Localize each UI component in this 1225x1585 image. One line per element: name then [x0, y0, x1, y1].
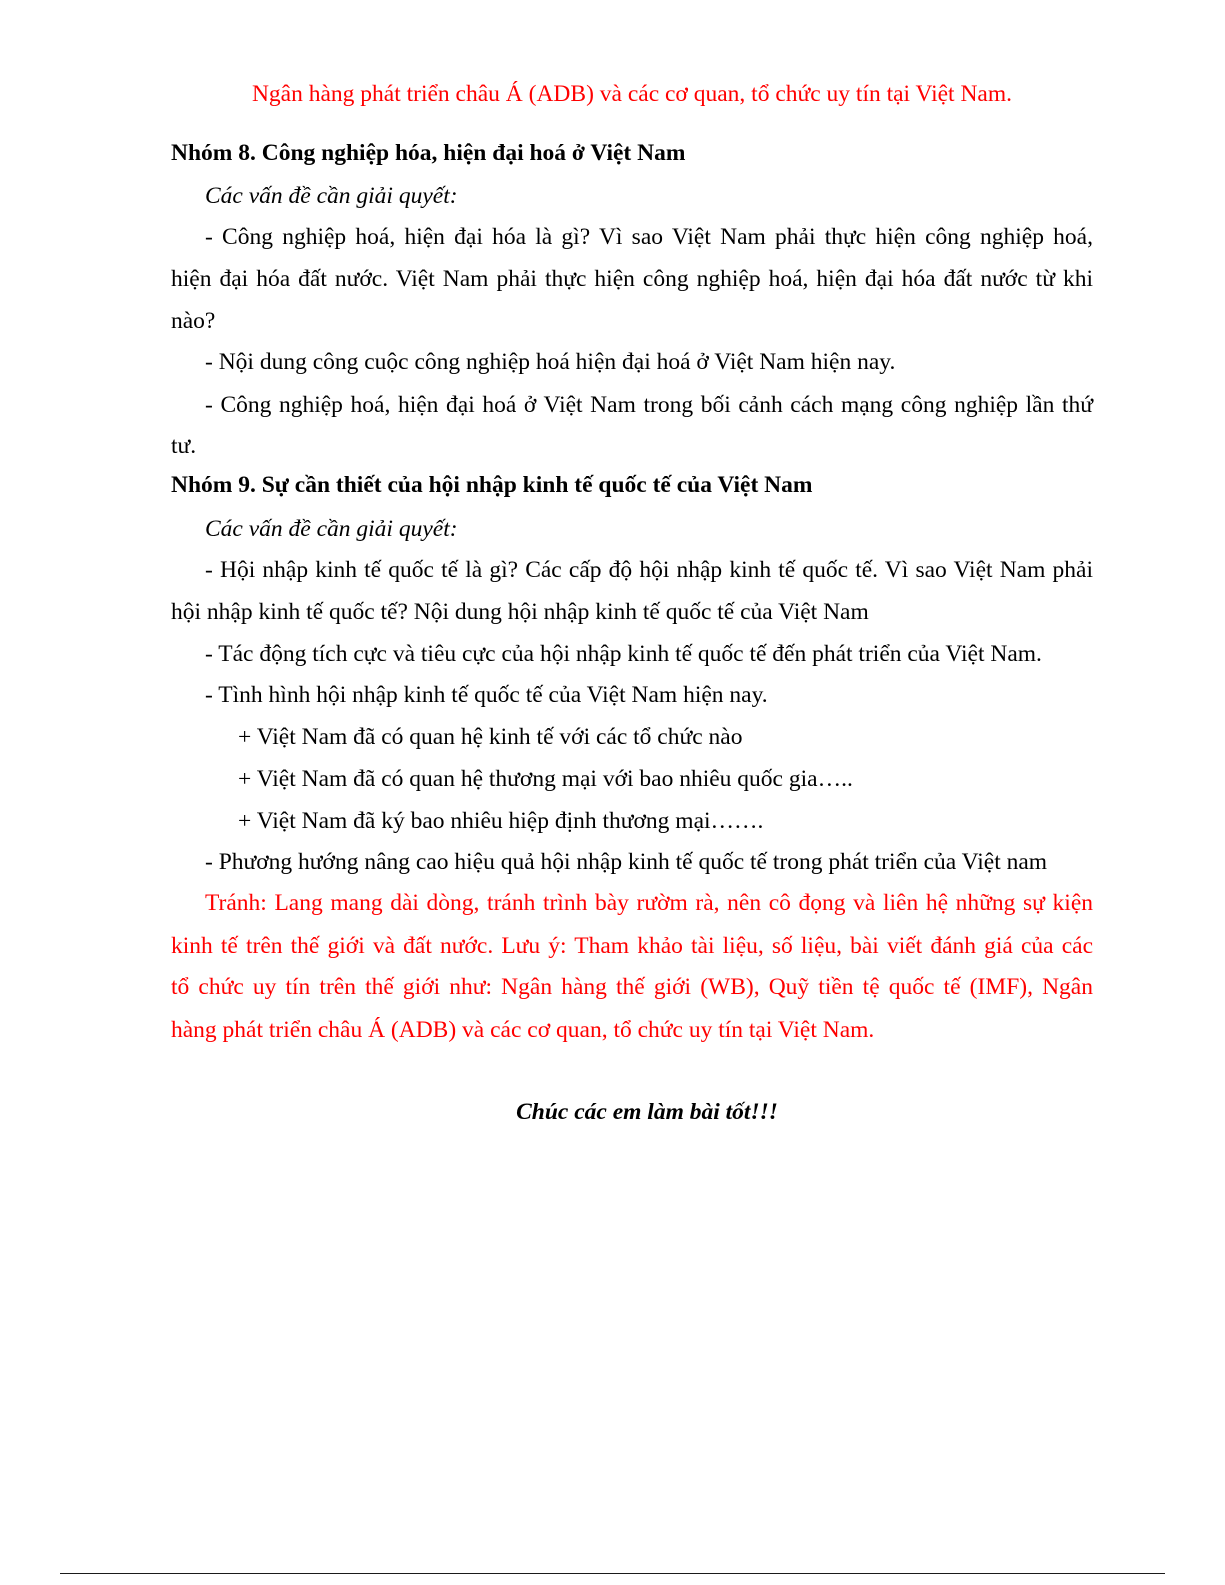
- group8-item1-line1: - Công nghiệp hoá, hiện đại hóa là gì? Vì sao Việt Nam phải thực hiện công nghiệp hoá,: [205, 224, 1093, 250]
- footer-rule: [60, 1573, 1165, 1574]
- group9-subheading: Các vấn đề cần giải quyết:: [205, 516, 458, 542]
- group8-subheading: Các vấn đề cần giải quyết:: [205, 183, 458, 209]
- group8-item3-line1: - Công nghiệp hoá, hiện đại hoá ở Việt Nam trong bối cảnh cách mạng công nghiệp lần thứ: [205, 392, 1093, 418]
- group9-item4: - Phương hướng nâng cao hiệu quả hội nhập kinh tế quốc tế trong phát triển của Việt nam: [205, 849, 1048, 875]
- group8-item1-line2: hiện đại hóa đất nước. Việt Nam phải thực hiện công nghiệp hoá, hiện đại hóa đất nước từ khi: [171, 266, 1093, 292]
- group8-item1-line3: nào?: [171, 308, 216, 334]
- group9-note-line1: Tránh: Lang mang dài dòng, tránh trình bày rườm rà, nên cô đọng và liên hệ những sự kiện: [205, 890, 1093, 916]
- group9-heading: Nhóm 9. Sự cần thiết của hội nhập kinh tế quốc tế của Việt Nam: [171, 472, 813, 498]
- group9-subitem3: + Việt Nam đã ký bao nhiêu hiệp định thương mại…….: [238, 808, 764, 834]
- group9-note-line2: kinh tế trên thế giới và đất nước. Lưu ý: Tham khảo tài liệu, số liệu, bài viết đánh giá của các: [171, 933, 1093, 959]
- group8-item3-line2: tư.: [171, 433, 197, 459]
- group8-heading: Nhóm 8. Công nghiệp hóa, hiện đại hoá ở Việt Nam: [171, 140, 686, 166]
- group9-note-line3: tổ chức uy tín trên thế giới như: Ngân hàng thế giới (WB), Quỹ tiền tệ quốc tế (IMF), Ngân: [171, 974, 1093, 1000]
- closing-message: Chúc các em làm bài tốt!!!: [516, 1099, 778, 1125]
- group8-item2: - Nội dung công cuộc công nghiệp hoá hiện đại hoá ở Việt Nam hiện nay.: [205, 349, 896, 375]
- group9-item1-line2: hội nhập kinh tế quốc tế? Nội dung hội nhập kinh tế quốc tế của Việt Nam: [171, 599, 869, 625]
- group9-note-line4: hàng phát triển châu Á (ADB) và các cơ quan, tổ chức uy tín tại Việt Nam.: [171, 1017, 875, 1043]
- group9-subitem2: + Việt Nam đã có quan hệ thương mại với bao nhiêu quốc gia…..: [238, 766, 853, 792]
- group9-item2: - Tác động tích cực và tiêu cực của hội nhập kinh tế quốc tế đến phát triển của Việt Nam.: [205, 641, 1042, 667]
- group9-subitem1: + Việt Nam đã có quan hệ kinh tế với các tổ chức nào: [238, 724, 743, 750]
- top-note: Ngân hàng phát triển châu Á (ADB) và các cơ quan, tổ chức uy tín tại Việt Nam.: [251, 81, 1013, 107]
- group9-item1-line1: - Hội nhập kinh tế quốc tế là gì? Các cấp độ hội nhập kinh tế quốc tế. Vì sao Việt Nam phải: [205, 557, 1093, 583]
- group9-item3: - Tình hình hội nhập kinh tế quốc tế của Việt Nam hiện nay.: [205, 682, 768, 708]
